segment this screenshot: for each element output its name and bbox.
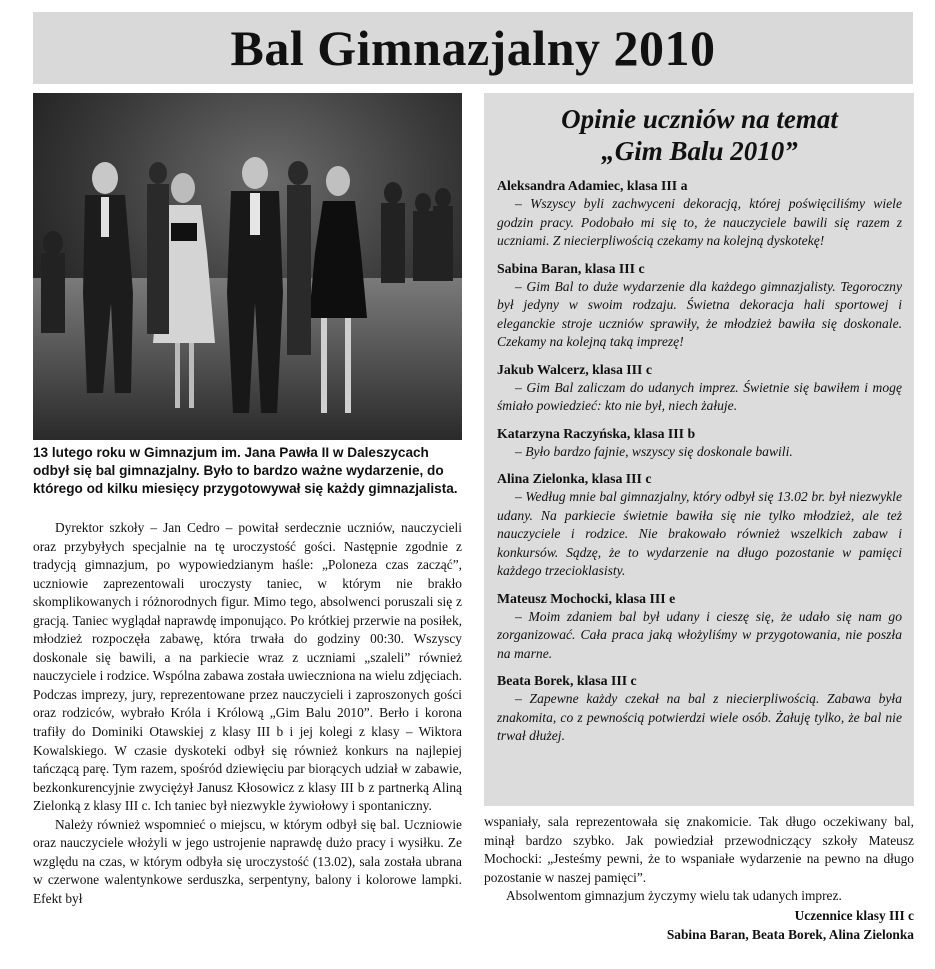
- article-closing: Absolwentom gimnazjum życzymy wielu tak udanych imprez.: [506, 888, 842, 904]
- opinion-text: – Gim Bal to duże wydarzenie dla każdego gimnazjalisty. Tegoroczny był jedyny w swoim rodzaju. Świetna dekoracja hali sportowej i eleganckie stroje uczniów sprawiły, że młodzież bawiła się doskonale. Czekamy na kolejną taką imprezę!: [497, 278, 902, 349]
- dancing-couples-photo: [33, 93, 462, 440]
- article-right-column: [484, 813, 914, 944]
- event-photo: [33, 93, 462, 440]
- opinion-author: Jakub Walcerz, klasa III c: [497, 361, 652, 377]
- opinion-item: [497, 672, 902, 746]
- opinion-item: [497, 425, 902, 462]
- opinion-text: – Według mnie bal gimnazjalny, który odbył się 13.02 br. był niezwykle udany. Na parkiecie świetnie bawiła się nie tylko młodzież, ale też nauczyciele i rodzice. Nie brakowało również wszelkich zabaw i konkursów. Sądzę, że to wydarzenie na długo pozostanie w pamięci każdego trzecioklasisty.: [497, 489, 902, 578]
- page-title: Bal Gimnazjalny 2010: [230, 20, 716, 76]
- opinion-author: Aleksandra Adamiec, klasa III a: [497, 178, 688, 193]
- article-paragraph: Dyrektor szkoły – Jan Cedro – powitał serdecznie uczniów, nauczycieli oraz przybyłych specjalnie na tę uroczystość gości. Następnie zgodnie z tradycją gimnazjum, po wypowiedzianym haśle: „Poloneza czas zacząć”, uczniowie zaprezentowali uroczysty taniec, w którym nie brakło skomplikowanych i różnorodnych figur. Mimo tego, absolwenci poruszali się z gracją. Taniec wyglądał naprawdę imponująco. Po krótkiej przerwie na posiłek, młodzież rozpoczęła zabawę, która trwała do godziny 00:30. Wszyscy doskonale się bawili, a na parkiecie wraz z uczniami „szaleli” również nauczyciele i rodzice. Wspólna zabawa została uwieczniona na wielu zdjęciach. Podczas imprezy, jury, reprezentowane przez nauczycieli i zaproszonych gości oraz rodziców, wybrało Króla i Królową „Gim Balu 2010”. Berło i korona trafiły do Dominiki Otawskiej z klasy III b i jej kolegi z klasy – Wiktora Kowalskiego. W czasie dyskoteki odbył się również konkurs na najlepiej tańczącą parę. Tym razem, spośród dziewięciu par biorących udział w zabawie, bezkonkurencyjnie zwyciężył Janusz Kłosowicz z klasy III b z partnerką Aliną Zielonką z klasy III c. Ich taniec był niezwykle żywiołowy i spontaniczny.: [33, 520, 462, 814]
- signature-line: Sabina Baran, Beata Borek, Alina Zielonka: [666, 926, 914, 942]
- title-bar: [33, 12, 913, 84]
- opinion-item: [497, 470, 902, 581]
- opinion-author: Beata Borek, klasa III c: [497, 673, 637, 688]
- sidebar-title-line: Opinie uczniów na temat: [561, 104, 838, 134]
- opinion-item: [497, 177, 902, 251]
- signature: [484, 906, 914, 944]
- opinions-sidebar: [484, 93, 914, 806]
- opinion-text: – Gim Bal zaliczam do udanych imprez. Świetnie się bawiłem i mogę śmiało powiedzieć: kto nie był, niech żałuje.: [497, 379, 902, 413]
- sidebar-title: [497, 103, 902, 167]
- sidebar-title-line: „Gim Balu 2010”: [601, 136, 798, 166]
- opinion-text: – Było bardzo fajnie, wszyscy się doskonale bawili.: [515, 443, 793, 459]
- opinion-text: – Wszyscy byli zachwyceni dekoracją, której poświęciliśmy wiele godzin pracy. Podobało mi się to, że nauczyciele bawili się razem z uczniami. Z niecierpliwością czekamy na kolejną dyskotekę!: [497, 196, 902, 248]
- article-left-column: [33, 519, 462, 908]
- opinion-author: Alina Zielonka, klasa III c: [497, 471, 652, 486]
- opinion-text: – Moim zdaniem bal był udany i cieszę się, że udało się nam go zorganizować. Cała praca jaką włożyliśmy w przygotowania, nie poszła na marne.: [497, 608, 902, 661]
- article-paragraph: Należy również wspomnieć o miejscu, w którym odbył się bal. Uczniowie oraz nauczyciele włożyli w jego ustrojenie naprawdę dużo pracy i wysiłku. Ze względu na czas, w którym odbyła się uroczystość (13.02), sala została ubrana w czerwone walentynkowe serduszka, serpentyny, balony i kolorowe lampki. Efekt był: [33, 816, 462, 906]
- opinion-author: Mateusz Mochocki, klasa III e: [497, 590, 676, 606]
- signature-line: Uczennice klasy III c: [794, 907, 914, 923]
- opinion-author: Sabina Baran, klasa III c: [497, 260, 645, 276]
- opinion-item: [497, 361, 902, 416]
- opinion-text: – Zapewne każdy czekał na bal z niecierpliwością. Zabawa była znakomita, co z pewnością potwierdzi wiele osób. Żałuję tylko, że bal nie trwał dłużej.: [497, 691, 902, 743]
- article-continuation: wspaniały, sala reprezentowała się znakomicie. Tak długo oczekiwany bal, minął bardzo szybko. Jak powiedział przewodniczący szkoły Mateusz Mochocki: „Jesteśmy pewni, że to wspaniałe wydarzenie na pewno na długo pozostanie w naszej pamięci”.: [484, 814, 914, 885]
- opinion-item: [497, 260, 902, 352]
- opinion-item: [497, 590, 902, 664]
- opinion-author: Katarzyna Raczyńska, klasa III b: [497, 425, 696, 441]
- photo-caption: 13 lutego roku w Gimnazjum im. Jana Pawła II w Daleszycach odbył się bal gimnazjalny. Było to bardzo ważne wydarzenie, do którego od kilku miesięcy przygotowywał się każdy gimnazjalista.: [33, 445, 458, 496]
